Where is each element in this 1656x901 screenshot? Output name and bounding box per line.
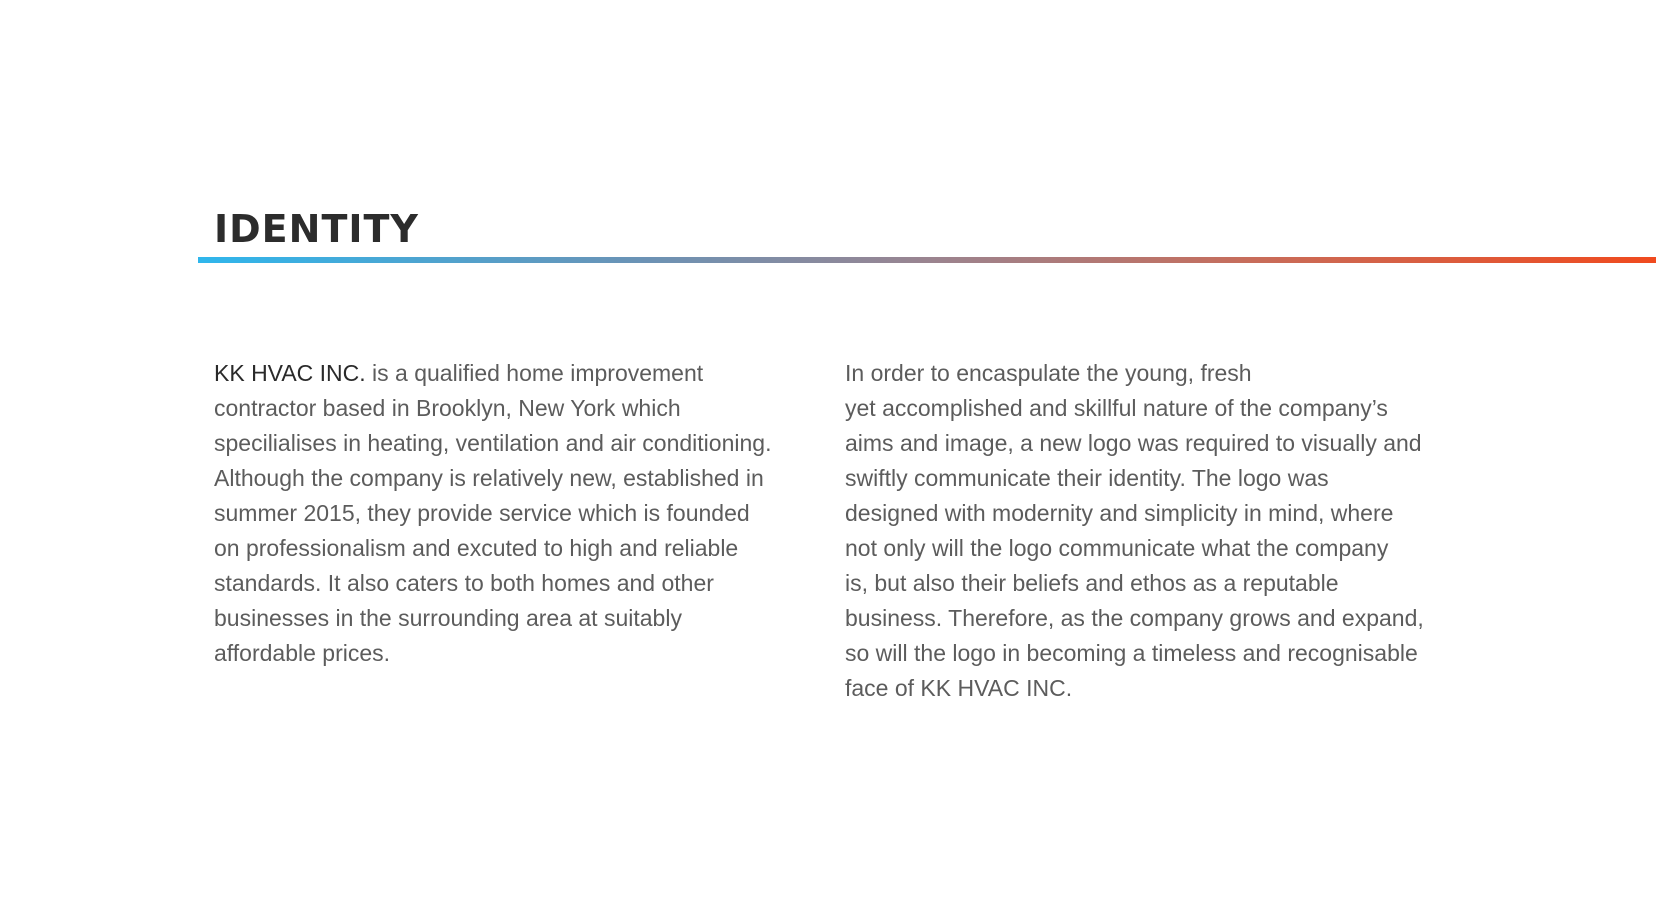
section-title: IDENTITY — [214, 207, 419, 251]
intro-paragraph-text: is a qualified home improvement contractor based in Brooklyn, New York which specilialises in heating, ventilation and air conditioning. Although the company is relatively new, established in summer 2015, they provide service which is founded on professionalism and excuted to high and reliable standards. It also caters to both homes and other businesses in the surrounding area at suitably affordable prices. — [214, 360, 772, 666]
gradient-divider — [198, 257, 1656, 263]
logo-rationale-paragraph: In order to encaspulate the young, fresh yet accomplished and skillful nature of the company’s aims and image, a new logo was required to visually and swiftly communicate their identity. The logo was designed with modernity and simplicity in mind, where not only will the logo communicate what the company is, but also their beliefs and ethos as a reputable business. Therefore, as the company grows and expand, so will the logo in becoming a timeless and recognisable face of KK HVAC INC. — [845, 360, 1424, 701]
intro-paragraph — [214, 356, 814, 671]
company-name: KK HVAC INC. — [214, 360, 366, 386]
